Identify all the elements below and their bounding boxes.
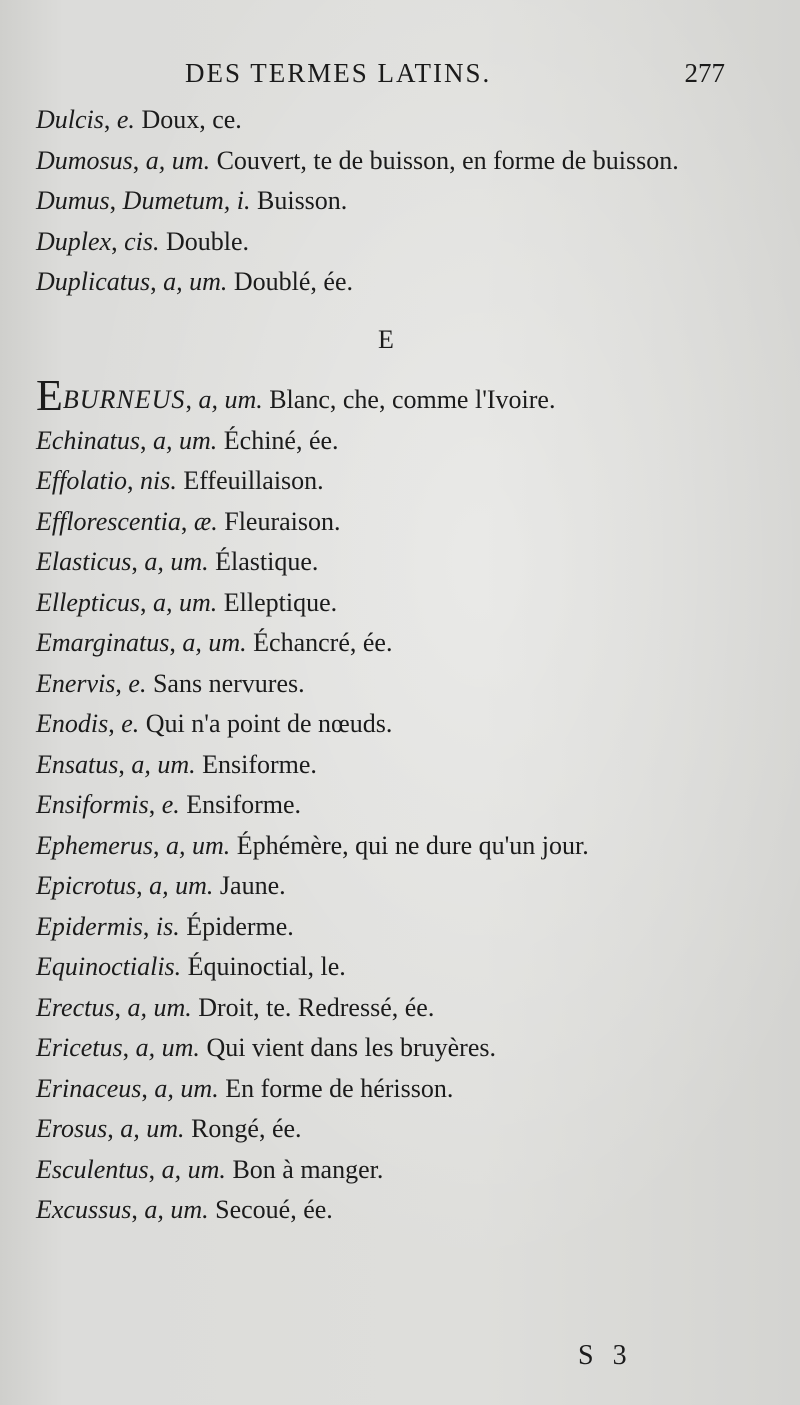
entry-separator: , — [122, 1033, 136, 1062]
glossary-entry — [36, 1190, 736, 1231]
entry-headword: Erinaceus — [36, 1073, 142, 1103]
entry-headword: Epidermis — [36, 911, 143, 941]
glossary-entry — [36, 1150, 736, 1191]
entry-definition: En forme de hérisson. — [218, 1073, 454, 1103]
entry-definition: Couvert, te de buisson, en forme de buisson. — [210, 145, 679, 175]
entry-separator: , — [115, 668, 129, 698]
entry-form: a, um. — [135, 1033, 200, 1062]
entry-definition: Échancré, ée. — [246, 628, 393, 657]
entry-headword: Ericetus — [36, 1033, 123, 1062]
glossary-entry — [36, 785, 736, 826]
glossary-entry — [36, 704, 736, 745]
entry-form: e. — [116, 105, 135, 134]
entry-form: cis. — [124, 226, 160, 256]
entry-form: a, um. — [131, 749, 196, 779]
entry-form: a, um. — [154, 1073, 219, 1103]
glossary-entry — [36, 100, 736, 141]
entry-headword: Ellepticus — [36, 587, 140, 617]
entry-definition: Qui vient dans les bruyères. — [199, 1033, 496, 1062]
entry-separator: , — [109, 186, 123, 215]
glossary-entry — [36, 947, 736, 988]
entry-separator: , — [140, 425, 153, 455]
entry-separator: , — [152, 830, 166, 860]
entry-form: a, um. — [144, 547, 209, 576]
entry-form: a, um. — [145, 145, 211, 175]
glossary-entry — [36, 1069, 736, 1110]
entry-form: a, um. — [165, 830, 231, 860]
entry-form: Dumetum, i. — [122, 186, 251, 215]
entry-form: a, um. — [149, 871, 214, 900]
entry-form: nis. — [140, 466, 177, 495]
entry-definition: Effeuillaison. — [176, 466, 324, 495]
entry-separator: , — [131, 1195, 145, 1224]
entry-separator: , — [132, 145, 146, 175]
entry-form: a, um. — [153, 425, 218, 455]
entry-separator: , — [148, 790, 162, 819]
entry-definition: Doublé, ée. — [227, 267, 354, 296]
entry-form: e. — [161, 790, 180, 819]
glossary-entry — [36, 421, 736, 462]
glossary-entry — [36, 826, 736, 867]
entry-separator: , — [111, 226, 125, 256]
glossary-entry — [36, 907, 736, 948]
entry-separator: , — [118, 749, 132, 779]
entry-separator: , — [185, 385, 199, 414]
glossary-entry — [36, 988, 736, 1029]
entry-definition: Élastique. — [208, 547, 319, 576]
entry-separator: , — [107, 1114, 121, 1143]
entry-form: a, um. — [152, 587, 218, 617]
entry-headword: Duplex — [36, 226, 112, 256]
entry-separator: , — [114, 992, 128, 1022]
entry-separator: , — [131, 547, 145, 576]
entry-definition: Secoué, ée. — [208, 1195, 333, 1224]
glossary-entry — [36, 664, 736, 705]
entry-headword: Equinoctialis. — [36, 952, 182, 981]
letter-heading: E — [378, 324, 394, 354]
entry-separator: , — [127, 466, 140, 495]
glossary-entry — [36, 623, 736, 664]
entry-definition: Rongé, ée. — [184, 1114, 302, 1143]
glossary-entry — [36, 141, 736, 182]
entry-separator: , — [103, 105, 117, 134]
entry-headword: Effolatio — [36, 466, 127, 495]
entry-separator: , — [150, 267, 164, 296]
entry-form: is. — [155, 911, 180, 941]
entry-definition: Équinoctial, le. — [181, 952, 346, 981]
entry-form: a, um. — [120, 1114, 185, 1143]
entry-definition: Épiderme. — [179, 911, 294, 941]
page-header — [185, 58, 725, 98]
glossary-entry — [36, 745, 736, 786]
entry-form: e. — [128, 668, 147, 698]
entry-headword: Ephemerus — [36, 830, 153, 860]
glossary-entry — [36, 461, 736, 502]
section-d — [36, 100, 736, 303]
entry-definition: Doux, ce. — [134, 105, 242, 134]
entry-headword: Erosus — [36, 1114, 108, 1143]
entry-form: a, um. — [127, 992, 192, 1022]
section-e — [36, 421, 736, 1231]
entry-definition: Droit, te. Redressé, ée. — [191, 992, 435, 1022]
entry-definition: Sans nervures. — [146, 668, 305, 698]
signature-mark: S 3 — [578, 1340, 633, 1371]
entry-separator: , — [142, 911, 156, 941]
entry-definition: Fleuraison. — [217, 506, 341, 536]
entry-definition: Qui n'a point de nœuds. — [139, 709, 393, 738]
entry-headword: Esculentus — [36, 1154, 149, 1184]
entry-definition: Échiné, ée. — [217, 425, 339, 455]
entry-headword: Epicrotus — [36, 871, 137, 900]
entry-separator: , — [108, 709, 122, 738]
entry-headword: Dumosus — [36, 145, 133, 175]
glossary-entry-first — [36, 371, 736, 421]
glossary-entry — [36, 583, 736, 624]
entry-headword: Elasticus — [36, 547, 132, 576]
entry-headword: Excussus — [36, 1195, 132, 1224]
entry-definition: Buisson. — [250, 186, 348, 215]
entry-headword: Efflorescentia — [36, 506, 181, 536]
entry-form: e. — [121, 709, 140, 738]
entry-definition: Blanc, che, comme l'Ivoire. — [262, 385, 556, 414]
glossary-entry — [36, 866, 736, 907]
entry-headword: Enodis — [36, 709, 109, 738]
entry-headword: Echinatus — [36, 425, 140, 455]
entry-separator: , — [169, 628, 183, 657]
entry-definition: Double. — [159, 226, 250, 256]
entry-headword: Enervis — [36, 668, 116, 698]
glossary-entries — [36, 100, 736, 1231]
running-head: DES TERMES LATINS. — [185, 58, 492, 88]
entry-separator: , — [180, 506, 194, 536]
entry-separator: , — [136, 871, 150, 900]
entry-definition: Éphémère, qui ne dure qu'un jour. — [230, 830, 589, 860]
entry-form: a, um. — [161, 1154, 226, 1184]
entry-form: a, um. — [163, 267, 228, 296]
glossary-entry — [36, 542, 736, 583]
entry-headword: Dumus — [36, 186, 110, 215]
entry-headword: BURNEUS — [62, 385, 186, 414]
glossary-entry — [36, 222, 736, 263]
entry-headword: Dulcis — [36, 105, 104, 134]
drop-cap: E — [36, 371, 63, 420]
glossary-entry — [36, 181, 736, 222]
entry-form: æ. — [193, 506, 218, 536]
entry-separator: , — [141, 1073, 155, 1103]
entry-definition: Ensiforme. — [179, 790, 302, 819]
glossary-entry — [36, 262, 736, 303]
entry-headword: Erectus — [36, 992, 115, 1022]
entry-headword: Duplicatus — [36, 267, 151, 296]
entry-form: a, um. — [144, 1195, 209, 1224]
entry-separator: , — [139, 587, 153, 617]
entry-headword: Emarginatus — [36, 628, 170, 657]
glossary-entry — [36, 502, 736, 543]
page-number: 277 — [684, 58, 725, 88]
entry-definition: Jaune. — [213, 871, 286, 900]
entry-headword: Ensatus — [36, 749, 119, 779]
entry-headword: Ensiformis — [36, 790, 149, 819]
entry-definition: Bon à manger. — [225, 1154, 384, 1184]
entry-definition: Ensiforme. — [195, 749, 317, 779]
entry-definition: Elleptique. — [217, 587, 338, 617]
glossary-entry — [36, 1028, 736, 1069]
glossary-entry — [36, 1109, 736, 1150]
entry-form: a, um. — [198, 385, 263, 414]
entry-form: a, um. — [182, 628, 247, 657]
entry-separator: , — [148, 1154, 162, 1184]
